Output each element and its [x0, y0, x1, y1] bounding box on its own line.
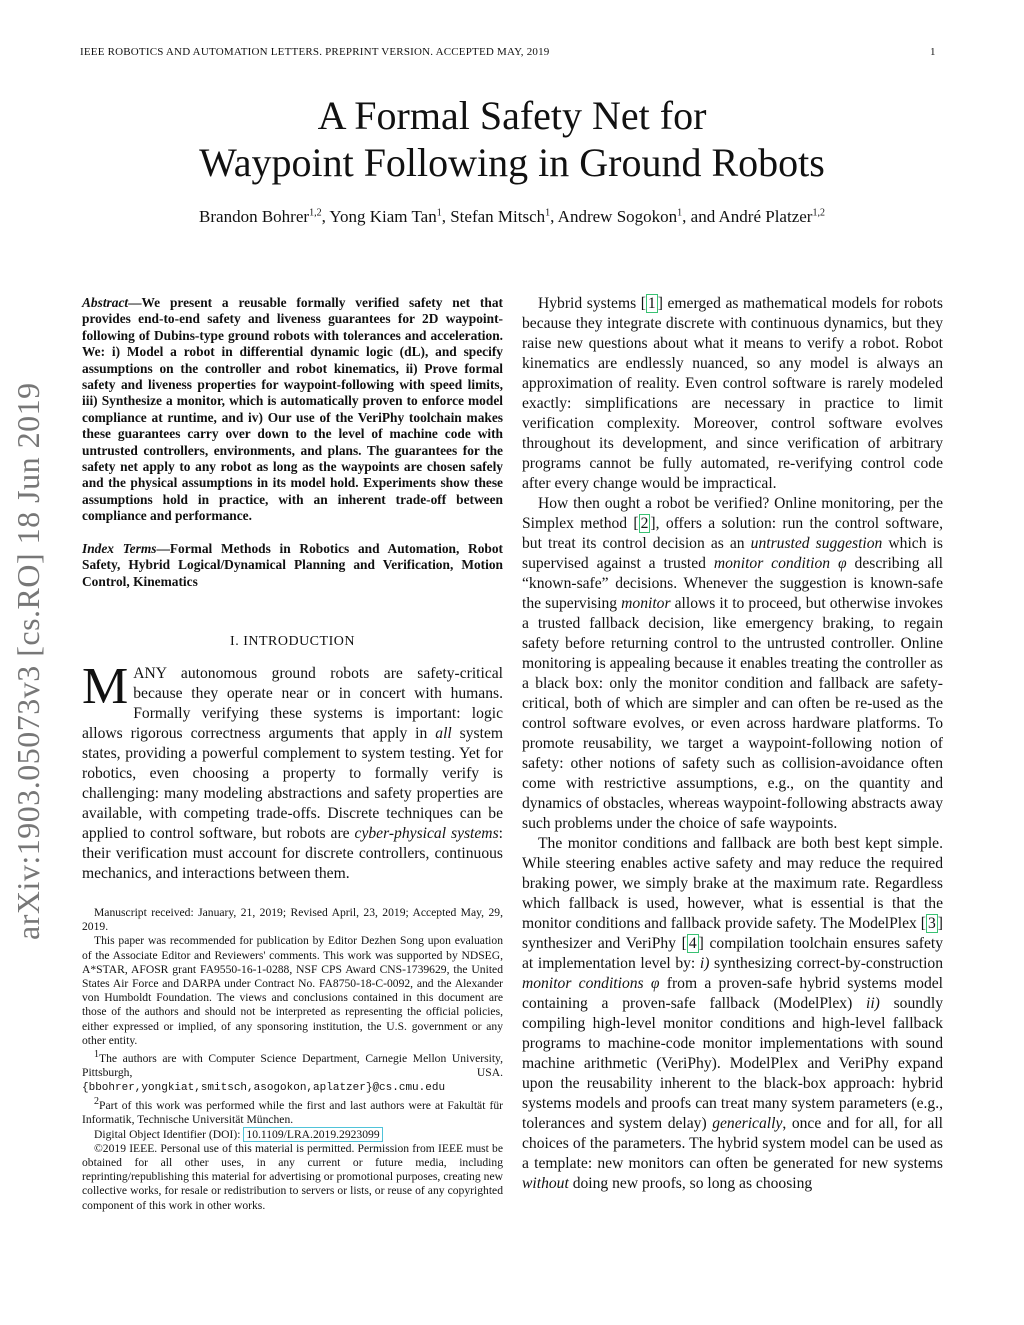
emphasis: monitor conditions φ: [522, 975, 660, 992]
abstract-label: Abstract: [82, 295, 129, 310]
right-column: [522, 294, 943, 1194]
text-run: The monitor conditions and fallback are both best kept simple. While steering enables active safety and may reduce the required braking power, we simply brake at the maximum rate. Regardless which fallback is used, however, what is essential is that the monitor conditions and fallback provide safety. The ModelPlex [: [522, 835, 943, 932]
text-run: ], offers a solution: run the control software, but treat its control decision as an: [522, 515, 943, 552]
emphasis: generically: [712, 1115, 783, 1132]
doi-label: Digital Object Identifier (DOI):: [94, 1127, 244, 1141]
emphasis: ii): [866, 995, 880, 1012]
text-run: system states, providing a powerful complement to system testing. Yet for robotics, even choosing a property to formally verify is challenging: many modeling abstractions and safety properties are available, with competing trade-offs. Discrete techniques can be applied to control software, but robots are: [82, 724, 503, 842]
title-line-1: A Formal Safety Net for: [317, 93, 707, 138]
index-terms: [82, 541, 503, 590]
text-run: The authors are with Computer Science Department, Carnegie Mellon University, Pittsburgh, USA.: [82, 1051, 503, 1079]
title-line-2: Waypoint Following in Ground Robots: [199, 140, 825, 185]
text-run: describing all “known-safe” decisions. Whenever the suggestion is known-safe the supervising: [522, 555, 943, 612]
author-name: , Andrew Sogokon: [550, 207, 678, 226]
abstract-text: —We present a reusable formally verified safety net that provides end-to-end safety and liveness guarantees for 2D waypoint-following of Dubins-type ground robots with tolerances and acceleration. We: i) Model a robot in differential dynamic logic (dL), and specify assumptions on the controller and robot kinematics, ii) Prove formal safety and liveness properties for waypoint-following with speed limits, iii) Synthesize a monitor, which is automatically proven to enforce model compliance at runtime, and iv) Our use of the VeriPhy toolchain makes these guarantees carry over down to the level of machine code with untrusted controllers, environments, and plans. The guarantees for the safety net apply to any robot as long as the waypoints are chosen safely and the physical assumptions in its model hold. Experiments show these assumptions hold in practice, with an inherent trade-off between compliance and performance.: [82, 295, 503, 524]
abstract: [82, 295, 503, 525]
text-run: Hybrid systems [: [538, 295, 646, 312]
citation-link[interactable]: 3: [928, 915, 936, 932]
footnote-received: Manuscript received: January, 21, 2019; Revised April, 23, 2019; Accepted May, 29, 2019.: [82, 905, 503, 934]
footnote-funding: This paper was recommended for publication by Editor Dezhen Song upon evaluation of the Associate Editor and Reviewers' comments. This work was supported by NDSEG, A*STAR, AFOSR grant FA9550-16-1-0288, NSF CPS Award CNS-1739629, the United States Air Force and DARPA under Contract No. FA8750-18-C-0092, and the Alexander von Humboldt Foundation. The views and conclusions contained in this document are those of the authors and should not be interpreted as representing the official policies, either expressed or implied, of any sponsoring institution, the U.S. government or any other entity.: [82, 934, 503, 1047]
author-list: [0, 207, 1024, 227]
arxiv-stamp: arXiv:1903.05073v3 [cs.RO] 18 Jun 2019: [10, 382, 46, 940]
emphasis: all: [435, 724, 452, 742]
page-number: 1: [930, 46, 936, 58]
emphasis: cyber-physical systems: [354, 824, 499, 842]
text-run: ] emerged as mathematical models for robots because they integrate discrete with continuous dynamics, but they raise new questions about what it means to verify a robot. Robot kinematics are endlessly nuanced, so any model is always an approximation of reality. Even control software is rarely modeled exactly: simplifications are necessary in practice to limit verification complexity. Moreover, control software evolves throughout its development, and since verification of arbitrary programs cannot be fully automated, re-verifying control code after every change would be impractical.: [522, 295, 943, 492]
author-name: Brandon Bohrer: [199, 207, 310, 226]
citation-link[interactable]: 2: [640, 515, 649, 532]
author-affiliation: 1,2: [812, 207, 825, 219]
author-emails: {bbohrer,yongkiat,smitsch,asogokon,aplatzer}@cs.cmu.edu: [82, 1082, 446, 1095]
emphasis: monitor condition φ: [713, 555, 847, 572]
index-terms-text: —Formal Methods in Robotics and Automation, Robot Safety, Hybrid Logical/Dynamical Planning and Verification, Motion Control, Kinematics: [82, 540, 504, 589]
running-header: IEEE ROBOTICS AND AUTOMATION LETTERS. PREPRINT VERSION. ACCEPTED MAY, 2019: [80, 46, 550, 58]
emphasis: i): [699, 955, 710, 972]
emphasis: without: [522, 1175, 569, 1192]
body-paragraph: [522, 834, 943, 1194]
left-column: [82, 295, 503, 1213]
paper-title: [0, 92, 1024, 186]
footnote-affiliation-2: [82, 1095, 503, 1127]
text-run: synthesizing correct-by-construction: [709, 955, 943, 972]
footnote-copyright: ©2019 IEEE. Personal use of this material is permitted. Permission from IEEE must be obtained for all other uses, in any current or future media, including reprinting/republishing this material for advertising or promotional purposes, creating new collective works, for resale or redistribution to servers or lists, or reuse of any copyrighted component of this work in other works.: [82, 1141, 503, 1212]
text-run: which is supervised against a trusted: [522, 535, 943, 572]
drop-cap: M: [82, 657, 129, 715]
footnotes: [82, 906, 503, 1213]
footnote-marker: 1: [94, 1048, 99, 1060]
text-run: ] synthesizer and VeriPhy [: [522, 915, 943, 952]
text-run: ANY autonomous ground robots are safety-critical because they operate near or in concert with humans. Formally verifying these systems is important: logic allows rigorous correctness arguments that apply in: [82, 664, 503, 742]
text-run: doing new proofs, so long as choosing: [568, 1175, 813, 1192]
text-run: soundly compiling high-level monitor conditions and high-level fallback programs to machine-code monitor implementations with sound machine arithmetic (VeriPhy). ModelPlex and VeriPhy expand upon the reusability inherent to the black-box approach: hybrid systems models and proofs can treat many system parameters (e.g., tolerances and system delay): [522, 995, 943, 1132]
index-terms-label: Index Terms: [82, 540, 157, 556]
text-run: from a proven-safe hybrid systems model containing a proven-safe fallback (ModelPlex): [522, 975, 944, 1012]
body-paragraph: [522, 494, 943, 834]
text-run: How then ought a robot be verified? Online monitoring, per the Simplex method [: [522, 495, 943, 532]
text-run: : their verification must account for discrete controllers, continuous mechanics, and interactions between them.: [82, 824, 503, 882]
body-paragraph: [522, 294, 943, 494]
author-name: , Stefan Mitsch: [441, 207, 546, 226]
author-affiliation: 1: [436, 207, 442, 219]
section-heading: I. INTRODUCTION: [230, 633, 355, 649]
author-affiliation: 1: [677, 207, 683, 219]
emphasis: untrusted suggestion: [750, 535, 883, 552]
footnote-doi: [82, 1128, 503, 1142]
citation-link[interactable]: 1: [647, 295, 656, 312]
footnote-affiliation-1: [82, 1048, 503, 1095]
author-name: , Yong Kiam Tan: [321, 207, 437, 226]
footnote-marker: 2: [94, 1096, 99, 1108]
intro-paragraph: [82, 657, 503, 884]
text-run: , once and for all, for all choices of the parameters. The hybrid system model can be used as a template: new monitors can often be generated for new systems: [522, 1115, 943, 1172]
author-affiliation: 1,2: [309, 207, 322, 219]
author-name: , and André Platzer: [682, 207, 813, 226]
text-run: allows it to proceed, but otherwise invokes a trusted fallback decision, like emergency braking, to regain safety before returning control to the untrusted controller. Online monitoring is appealing because it enables treating the controller as a black box: only the monitor condition and fallback are safety-critical, both of which are simpler and can often be re-used as the control software evolves, or even across hardware platforms. To promote reusability, we target a waypoint-following notion of safety: other notions of safety such as collision-avoidance often come with restrictive assumptions, e.g., on the quantity and dynamics of obstacles, whereas waypoint-following abstracts away such problems under the choice of safe waypoints.: [522, 595, 943, 832]
author-affiliation: 1: [545, 207, 551, 219]
text-run: Part of this work was performed while the first and last authors were at Fakultät für Informatik, Technische Universität München.: [82, 1099, 503, 1127]
emphasis: monitor: [621, 595, 671, 612]
doi-link[interactable]: 10.1109/LRA.2019.2923099: [243, 1127, 382, 1142]
text-run: ] compilation toolchain ensures safety at implementation level by:: [522, 935, 943, 972]
citation-link[interactable]: 4: [688, 935, 697, 952]
